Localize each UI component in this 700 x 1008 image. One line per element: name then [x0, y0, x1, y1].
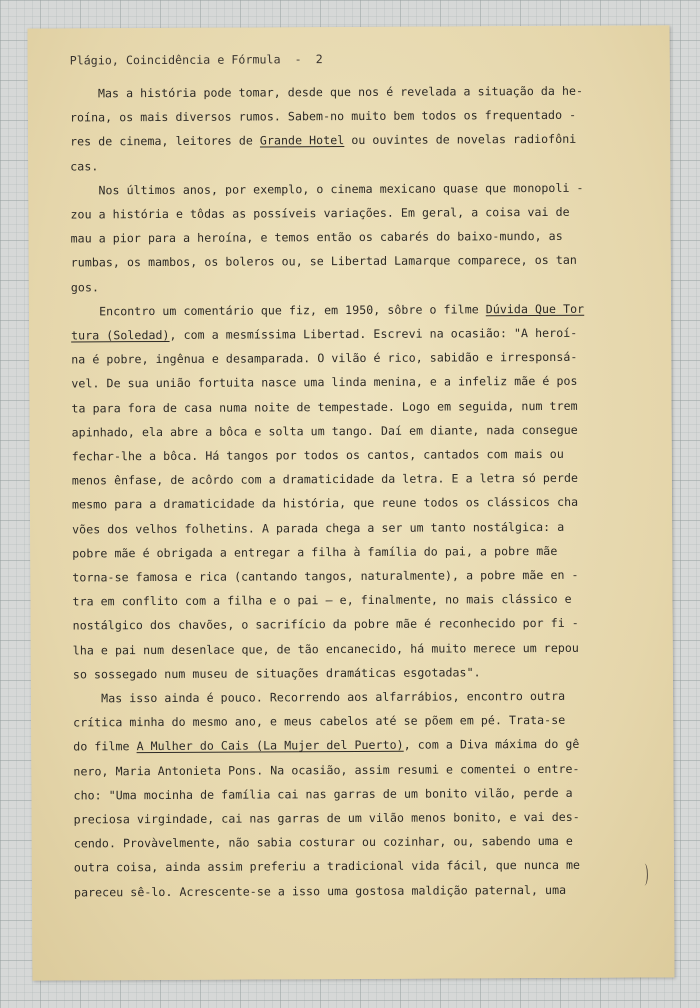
text-line: cas.	[70, 158, 99, 174]
text-line: cendo. Provàvelmente, não sabia costurar ou cozinhar, ou, sabendo uma e	[73, 834, 573, 851]
text-line: crítica minha do mesmo ano, e meus cabelos até se põem em pé. Trata-se	[73, 713, 566, 730]
text-line: lha e pai num desenlace que, de tão encanecido, há muito merece um repou	[72, 640, 579, 658]
text-line: apinhado, ela abre a bôca e solta um tango. Daí em diante, nada consegue	[71, 422, 578, 440]
text-line: Mas isso ainda é pouco. Recorrendo aos alfarrábios, encontro outra	[72, 688, 566, 706]
text-line: cho: "Uma mocinha de família cai nas garras de um bonito vilão, perde a	[73, 785, 573, 803]
text-line: tra em conflito com a filha e o pai — e, finalmente, no mais clássico e	[72, 592, 572, 609]
text-line: outra coisa, ainda assim preferiu a tradicional vida fácil, que nunca me	[73, 858, 581, 875]
text-line: res de cinema, leitores de Grande Hotel ou ouvintes de novelas radiofôni	[70, 132, 577, 149]
text-line: menos ênfase, de acôrdo com a dramaticidade da letra. E a letra só perde	[71, 470, 579, 488]
text-line: do filme A Mulher do Cais (La Mujer del Puerto), com a Diva máxima do gê	[73, 737, 580, 754]
text-line: vel. De sua união fortuita nasce uma linda menina, e a infeliz mãe é pos	[71, 374, 578, 391]
text-line: rumbas, os mambos, os boleros ou, se Libertad Lamarque comparece, os tan	[70, 253, 577, 270]
typewritten-page	[28, 25, 675, 980]
text-line: zou a história e tôdas as possíveis variações. Em geral, a coisa vai de	[70, 204, 570, 222]
text-line: nostálgico dos chavões, o sacrifício da pobre mãe é reconhecido por fi -	[72, 616, 579, 633]
text-line: so sossegado num museu de situações dramáticas esgotadas".	[72, 665, 481, 682]
text-line: mau a pior para a heroína, e temos então os cabarés do baixo-mundo, as	[70, 229, 563, 246]
text-line: ta para fora de casa numa noite de tempestade. Logo em seguida, num trem	[71, 398, 578, 416]
text-line: Mas a história pode tomar, desde que nos é revelada a situação da he-	[69, 83, 584, 101]
text-line: Encontro um comentário que fiz, em 1950, sôbre o filme Dúvida Que Tor	[70, 301, 585, 319]
text-line: torna-se famosa e rica (cantando tangos, naturalmente), a pobre mãe en -	[72, 567, 579, 585]
text-line: Nos últimos anos, por exemplo, o cinema mexicano quase que monopoli -	[70, 180, 584, 198]
text-line: na é pobre, ingênua e desamparada. O vilão é rico, sabidão e irresponsá-	[71, 350, 578, 367]
text-line: fechar-lhe a bôca. Há tangos por todos os cantos, cantados com mais ou	[71, 446, 564, 464]
text-line: preciosa virgindade, cai nas garras de um vilão menos bonito, e vai des-	[73, 809, 580, 827]
text-line: nero, Maria Antonieta Pons. Na ocasião, assim resumi e comentei o entre-	[73, 761, 580, 779]
text-line: pareceu sê-lo. Acrescente-se a isso uma gostosa maldição paternal, uma	[73, 882, 567, 900]
pen-mark	[641, 863, 648, 885]
text-line: mesmo para a dramaticidade da história, que reune todos os clássicos cha	[71, 495, 579, 512]
text-line: gos.	[70, 279, 100, 295]
text-line: roína, os mais diversos rumos. Sabem-no muito bem todos os frequentado -	[69, 108, 577, 125]
text-line: vões dos velhos folhetins. A parada chega a ser um tanto nostálgica: a	[72, 519, 565, 537]
text-line: tura (Soledad), com a mesmíssima Libertad. Escrevi na ocasião: "A heroí-	[71, 325, 578, 343]
page-header: Plágio, Coincidência e Fórmula - 2	[69, 52, 323, 68]
text-line: pobre mãe é obrigada a entregar a filha à família do pai, a pobre mãe	[72, 543, 558, 561]
